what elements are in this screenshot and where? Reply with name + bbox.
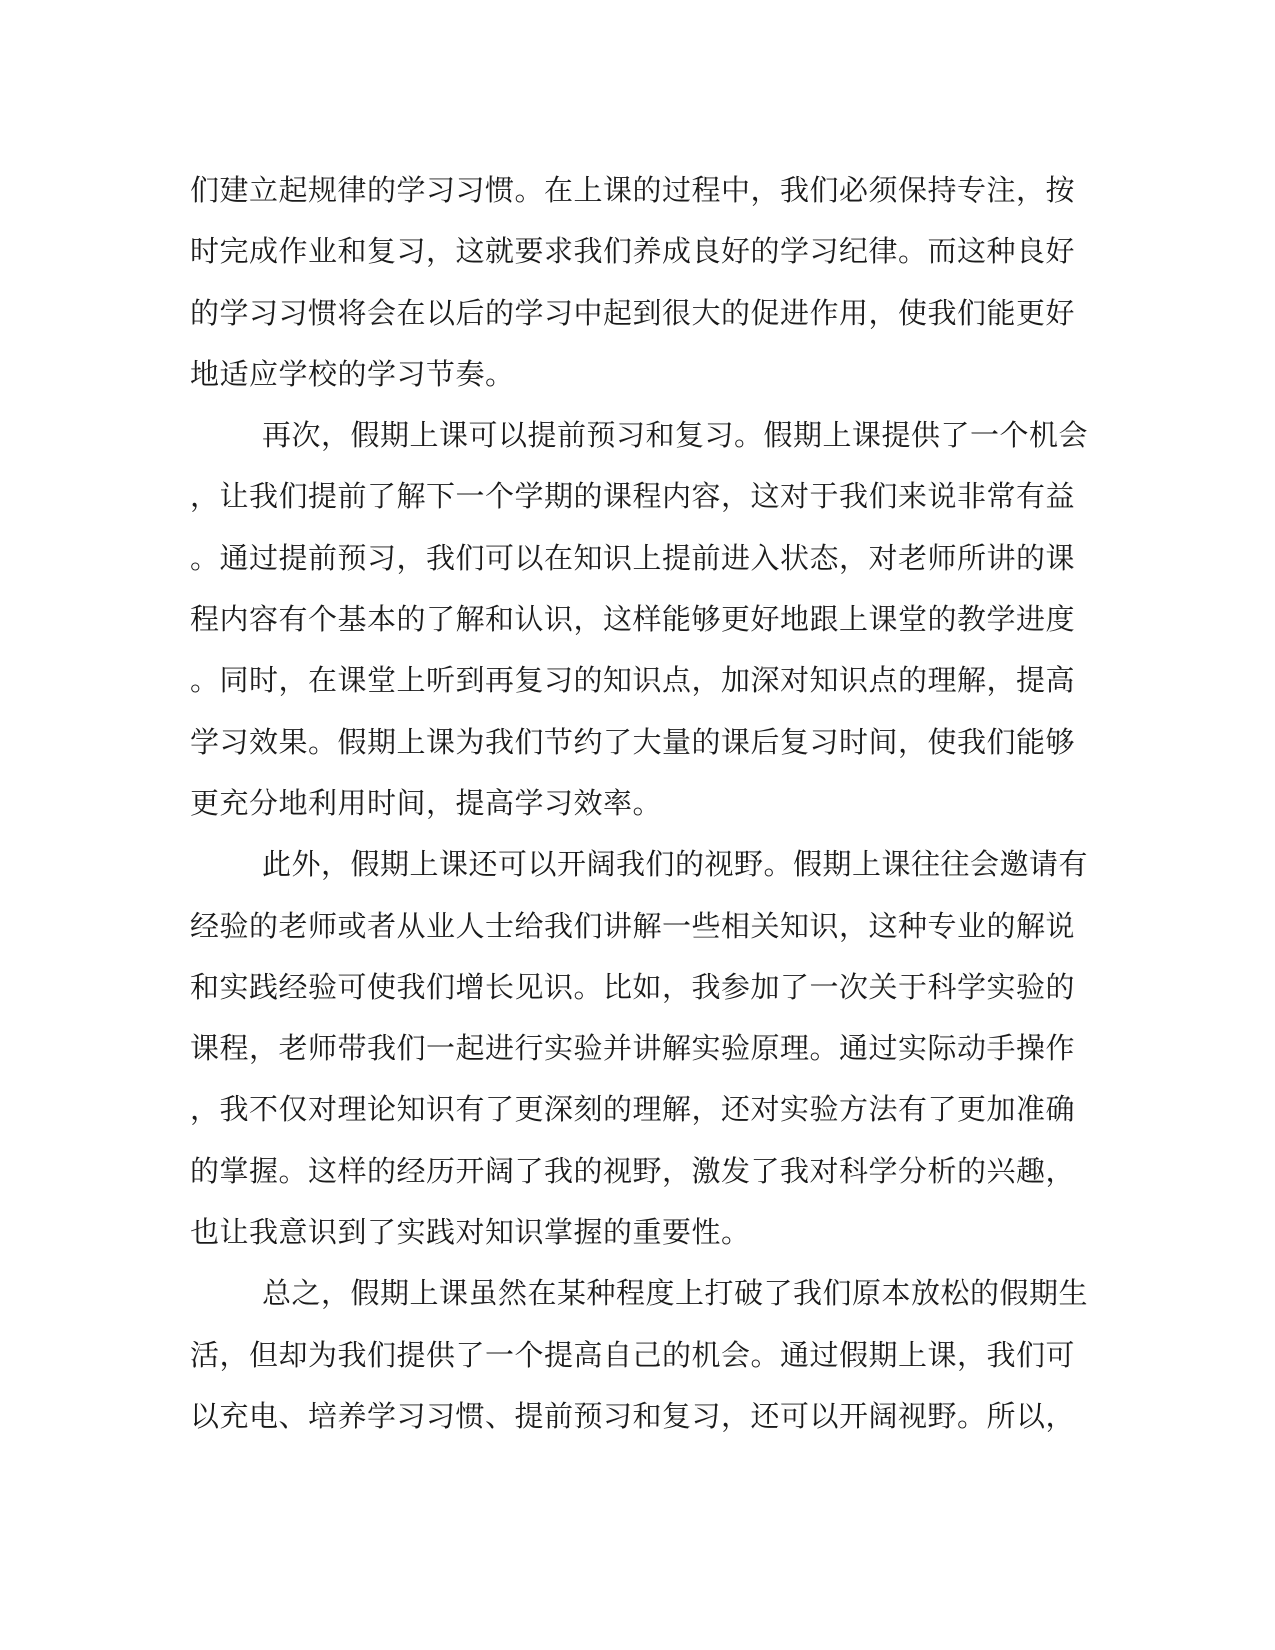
text-line: 学习效果。假期上课为我们节约了大量的课后复习时间，使我们能够 (190, 724, 1076, 759)
text-line: 也让我意识到了实践对知识掌握的重要性。 (190, 1215, 751, 1250)
text-line: 地适应学校的学习节奏。 (190, 356, 515, 391)
text-line: 以充电、培养学习习惯、提前预习和复习，还可以开阔视野。所以， (190, 1398, 1076, 1433)
paragraph-first-line: 再次，假期上课可以提前预习和复习。假期上课提供了一个机会 (262, 418, 1089, 453)
paragraph-first-line: 此外，假期上课还可以开阔我们的视野。假期上课往往会邀请有 (262, 847, 1089, 882)
text-line: 程内容有个基本的了解和认识，这样能够更好地跟上课堂的教学进度 (190, 602, 1076, 637)
document-body (190, 160, 1089, 1447)
text-line: 活，但却为我们提供了一个提高自己的机会。通过假期上课，我们可 (190, 1337, 1076, 1372)
text-line: 的学习习惯将会在以后的学习中起到很大的促进作用，使我们能更好 (190, 295, 1076, 330)
text-line: ，让我们提前了解下一个学期的课程内容，这对于我们来说非常有益 (190, 479, 1076, 514)
text-line: ，我不仅对理论知识有了更深刻的理解，还对实验方法有了更加准确 (190, 1092, 1076, 1127)
text-line: 更充分地利用时间，提高学习效率。 (190, 785, 663, 820)
text-line: 经验的老师或者从业人士给我们讲解一些相关知识，这种专业的解说 (190, 908, 1076, 943)
text-line: 课程，老师带我们一起进行实验并讲解实验原理。通过实际动手操作 (190, 1031, 1076, 1066)
text-line: 时完成作业和复习，这就要求我们养成良好的学习纪律。而这种良好 (190, 234, 1076, 269)
text-line: 。通过提前预习，我们可以在知识上提前进入状态，对老师所讲的课 (190, 540, 1076, 575)
paragraph-first-line: 总之，假期上课虽然在某种程度上打破了我们原本放松的假期生 (262, 1276, 1089, 1311)
text-line: 的掌握。这样的经历开阔了我的视野，激发了我对科学分析的兴趣， (190, 1153, 1076, 1188)
text-line: 们建立起规律的学习习惯。在上课的过程中，我们必须保持专注，按 (190, 173, 1076, 207)
text-line: 和实践经验可使我们增长见识。比如，我参加了一次关于科学实验的 (190, 969, 1076, 1004)
text-line: 。同时，在课堂上听到再复习的知识点，加深对知识点的理解，提高 (190, 663, 1076, 698)
